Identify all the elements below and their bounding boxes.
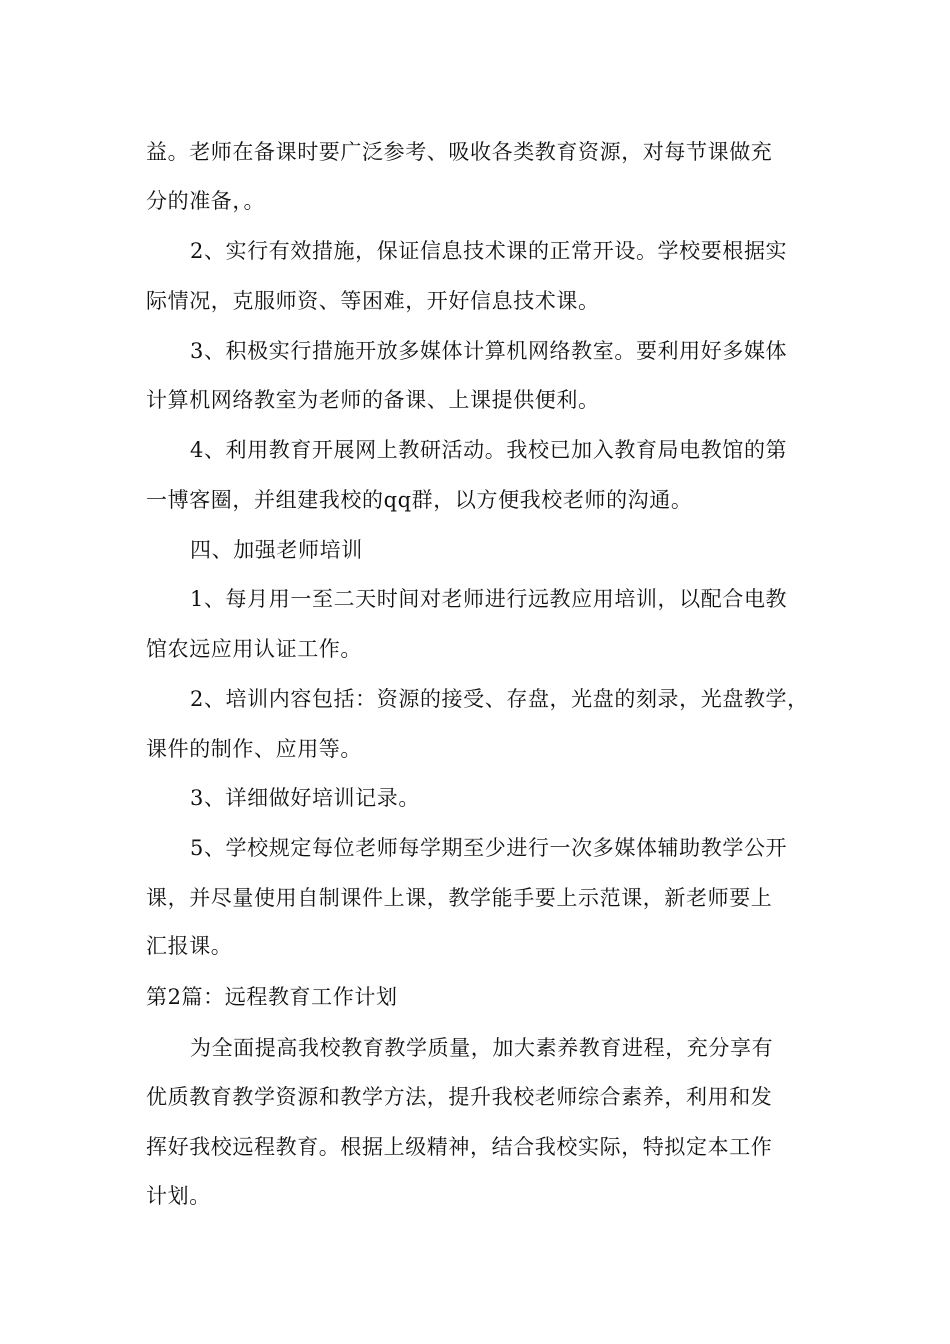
text-line: 计划。 — [146, 1184, 211, 1208]
text-line: 为全面提高我校教育教学质量，加大素养教育进程，充分享有 — [190, 1036, 774, 1060]
text-line: 计算机网络教室为老师的备课、上课提供便利。 — [146, 388, 600, 412]
text-line: 5、学校规定每位老师每学期至少进行一次多媒体辅助教学公开 — [190, 836, 788, 860]
text-line: 2、培训内容包括：资源的接受、存盘，光盘的刻录，光盘教学， — [190, 687, 809, 711]
chapter-heading: 第2篇：远程教育工作计划 — [146, 985, 398, 1009]
text-line: 课，并尽量使用自制课件上课，教学能手要上示范课，新老师要上 — [146, 886, 773, 910]
section-heading: 四、加强老师培训 — [190, 538, 363, 562]
text-line: 益。老师在备课时要广泛参考、吸收各类教育资源，对每节课做充 — [146, 140, 773, 164]
text-line: 课件的制作、应用等。 — [146, 737, 362, 761]
text-line: 挥好我校远程教育。根据上级精神，结合我校实际，特拟定本工作 — [146, 1135, 773, 1159]
text-line: 际情况，克服师资、等困难，开好信息技术课。 — [146, 289, 600, 313]
text-line: 馆农远应用认证工作。 — [146, 637, 362, 661]
text-line: 2、实行有效措施，保证信息技术课的正常开设。学校要根据实 — [190, 239, 788, 263]
text-line: 优质教育教学资源和教学方法，提升我校老师综合素养，利用和发 — [146, 1085, 773, 1109]
text-line: 3、详细做好培训记录。 — [190, 786, 420, 810]
text-line: 4、利用教育开展网上教研活动。我校已加入教育局电教馆的第 — [190, 438, 788, 462]
text-line: 分的准备，。 — [146, 189, 266, 213]
text-line: 1、每月用一至二天时间对老师进行远教应用培训，以配合电教 — [190, 587, 788, 611]
text-line: 一博客圈，并组建我校的qq群，以方便我校老师的沟通。 — [146, 488, 693, 512]
text-line: 汇报课。 — [146, 934, 233, 958]
text-line: 3、积极实行措施开放多媒体计算机网络教室。要利用好多媒体 — [190, 339, 788, 363]
